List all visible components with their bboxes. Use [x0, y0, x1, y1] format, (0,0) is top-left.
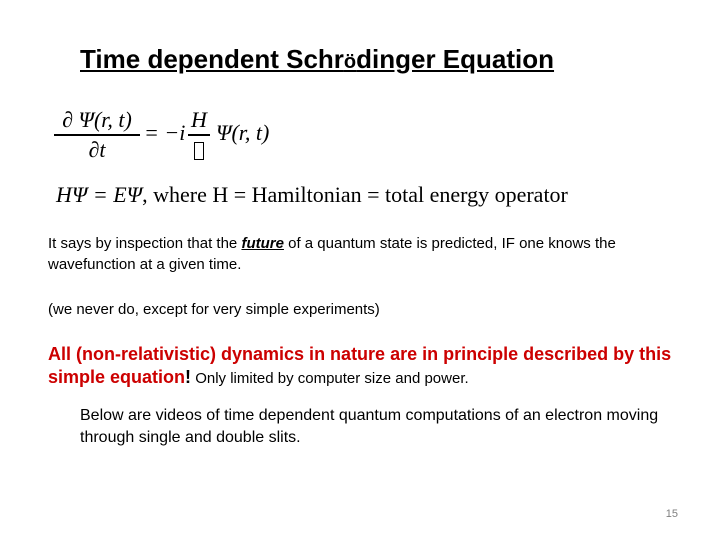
- paragraph-inspection-before: It says by inspection that the: [48, 235, 242, 252]
- schrodinger-equation: [54, 108, 294, 168]
- lhs-numerator: ∂ Ψ(r, t): [62, 107, 132, 132]
- slide-title: [80, 44, 554, 75]
- rhs-wavefunction: Ψ(r, t): [216, 120, 270, 145]
- rhs-numerator: H: [191, 107, 207, 132]
- exclamation-mark: !: [185, 367, 192, 387]
- lhs-fraction: [54, 108, 140, 162]
- title-umlaut: ö: [343, 51, 357, 73]
- dynamics-red-text: All (non-relativistic) dynamics in nature are in principle described by this simple equation: [48, 344, 672, 387]
- energy-equation-rest: , where H = Hamiltonian = total energy operator: [142, 182, 568, 207]
- fraction-bar: [54, 134, 140, 136]
- energy-equation-lhs: HΨ = EΨ: [56, 182, 143, 207]
- paragraph-videos: Below are videos of time dependent quantum computations of an electron moving through single and double slits.: [80, 407, 659, 446]
- paragraph-inspection: [48, 233, 648, 275]
- paragraph-dynamics: [48, 343, 698, 390]
- dynamics-black-text: Only limited by computer size and power.: [191, 370, 469, 387]
- future-emphasis: future: [241, 235, 284, 252]
- page-number: 15: [665, 508, 678, 520]
- paragraph-inspection-after: of a quantum state is predicted, IF one knows the wavefunction at a given time.: [48, 235, 616, 273]
- equals-minus-i: = −i: [144, 120, 186, 145]
- title-part-2: dinger Equation: [356, 44, 555, 74]
- lhs-denominator: ∂t: [88, 136, 106, 162]
- rhs-fraction: [188, 108, 210, 162]
- title-part-1: Time dependent Schr: [80, 44, 344, 74]
- fraction-bar: [188, 134, 210, 136]
- box-glyph-icon: [194, 142, 204, 160]
- missing-glyph-box: [188, 138, 210, 162]
- energy-equation: [56, 184, 568, 206]
- paragraph-note: (we never do, except for very simple experiments): [48, 301, 380, 318]
